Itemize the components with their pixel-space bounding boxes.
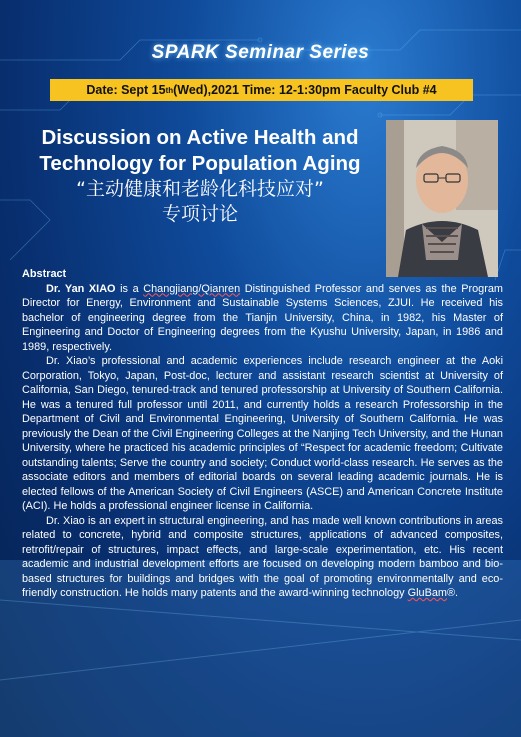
p1-text-a: is a: [115, 282, 144, 295]
speaker-name: Dr. Yan XIAO: [46, 282, 116, 295]
date-suffix-sup: th: [165, 85, 174, 95]
title-cn-line-1: “主动健康和老龄化科技应对”: [76, 178, 324, 200]
p1-underlined-term: Changjiang/Qianren: [143, 282, 241, 295]
date-prefix: Date: Sept 15: [86, 83, 166, 97]
series-title: SPARK Seminar Series: [151, 42, 370, 63]
p1-text-b: Distinguished Professor and serves as the Program Director for Energy, Environment and Sustainable Systems Sciences, ZJUI. He received his bachelor of engineering degree from the Tianjin University, China, in 1982, his Master of Engineering and Doctor of Engineering degrees from the Kyushu University, Japan, in 1986 and 1989, respectively.: [22, 282, 503, 353]
title-line-2: Technology for Population Aging: [39, 152, 361, 175]
abstract-paragraph-2: Dr. Xiao’s professional and academic experiences include research engineer at the Aoki Corporation, Tokyo, Japan, Post-doc, lecturer and assistant research scientist at University of California, San Diego, tenured-track and tenured professorship at University of Southern California. He was a tenured full professor until 2011, and currently holds a research Professorship in the Department of Civil and Environmental Engineering, University of Southern California. He was previously the Dean of the Civil Engineering Colleges at the Nanjing Tech University, and the Hunan University, where he practiced his academic principles of “Respect for academic freedom; Cultivate outstanding talents; Serve the country and society; Conduct world-class research. He serves as the associate editors and members of editorial boards on several leading academic journals. He is elected fellows of the American Society of Civil Engineers (ASCE) and American Concrete Institute (ACI). He holds a professional engineer license in California.: [22, 355, 503, 512]
title-cn-line-2: 专项讨论: [161, 203, 238, 225]
abstract-paragraph-3: [22, 514, 503, 601]
speaker-portrait-image: [386, 120, 498, 277]
date-time-location: (Wed),2021 Time: 12-1:30pm Faculty Club #4: [173, 83, 437, 97]
abstract-section: [22, 267, 503, 601]
p3-text-b: ®.: [446, 587, 459, 599]
abstract-paragraph-1: [22, 282, 503, 355]
title-line-1: Discussion on Active Health and: [41, 126, 359, 149]
date-time-bar: [50, 79, 473, 101]
abstract-heading: Abstract: [22, 268, 67, 280]
p3-text-a: Dr. Xiao is an expert in structural engineering, and has made well known contributions in areas related to concrete, hybrid and composite structures, applications of advanced composites, retrofit/repair of structures, impact effects, and large-scale experimentation, etc. His recent academic and industrial development efforts are focused on developing modern bamboo and bio-based structures for buildings and bridges with the goal of promoting environmentally and eco-friendly construction. He holds many patents and the award-winning technology: [22, 514, 503, 599]
p3-underlined-term: GluBam: [407, 587, 447, 599]
talk-title: [14, 125, 386, 227]
speaker-photo: [386, 120, 498, 277]
